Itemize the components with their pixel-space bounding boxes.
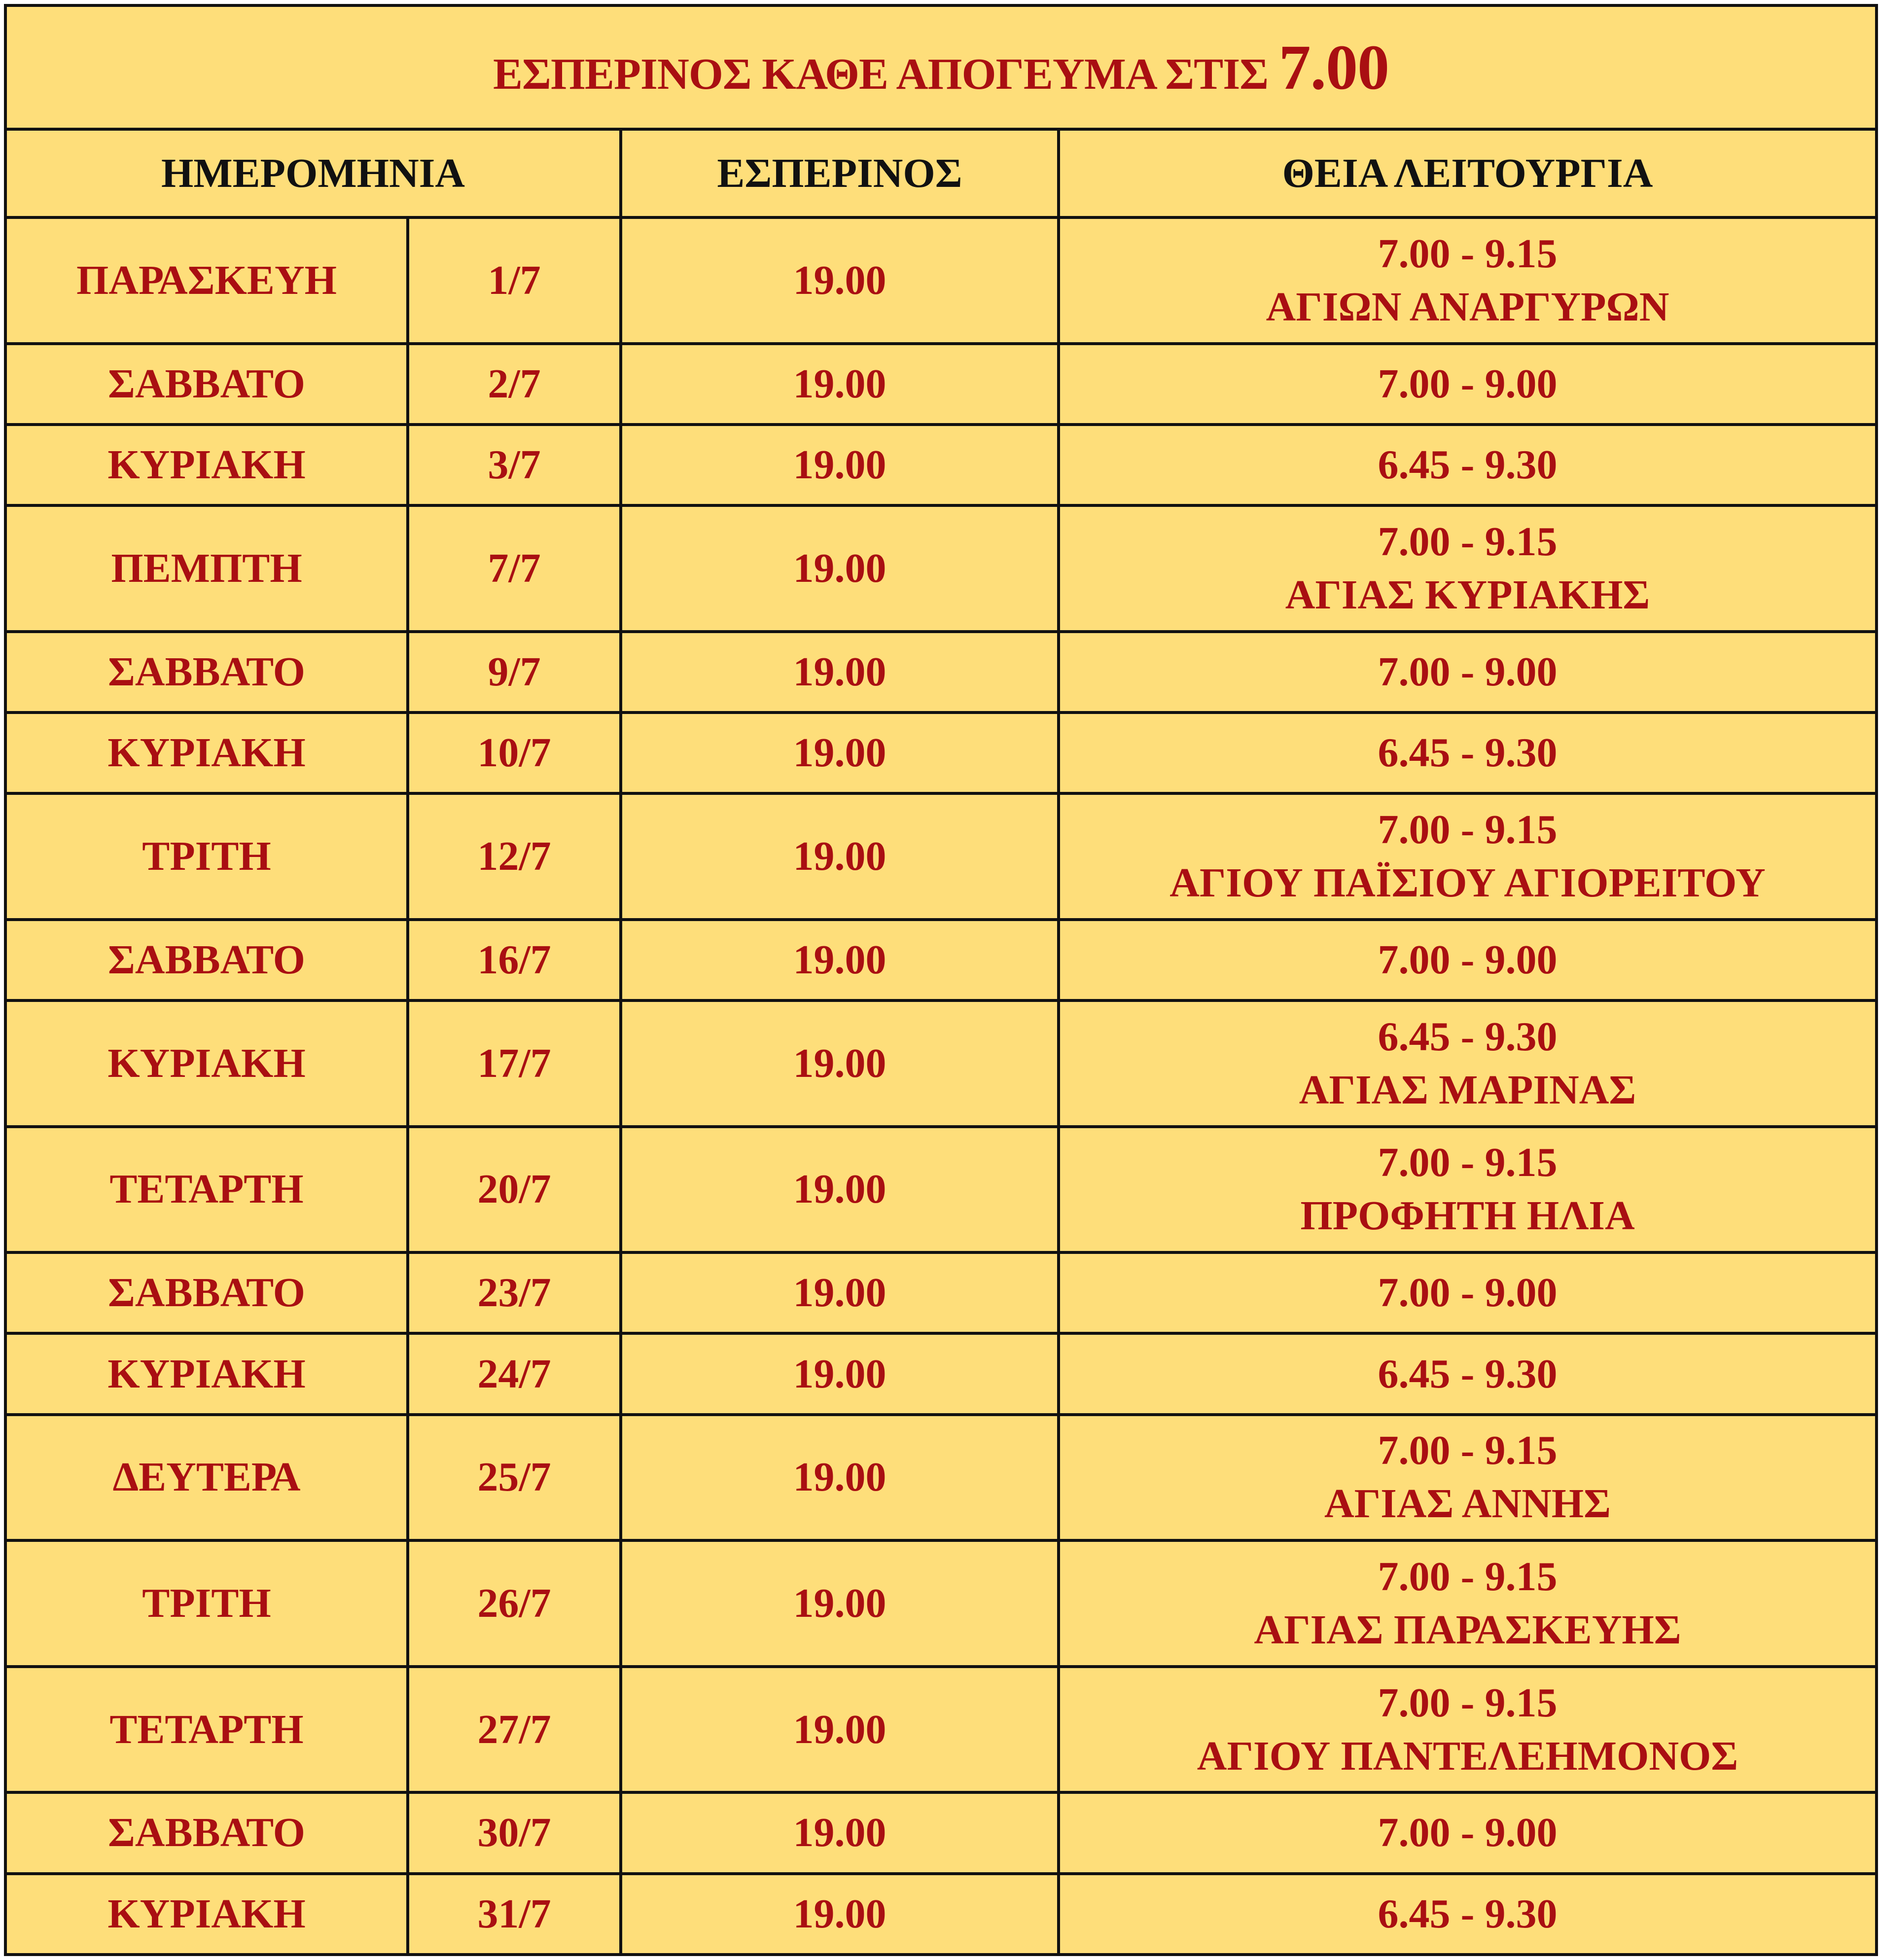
header-vespers: ΕΣΠΕΡΙΝΟΣ [621,129,1059,217]
row-feast-name: ΑΓΙΑΣ ΠΑΡΑΣΚΕΥΗΣ [1254,1606,1681,1653]
row-liturgy [1059,632,1877,713]
row-liturgy-time: 7.00 - 9.00 [1378,936,1558,983]
row-vespers-time: 19.00 [621,1415,1059,1541]
row-date: 10/7 [408,713,621,793]
row-vespers-time: 19.00 [621,505,1059,632]
title-time: 7.00 [1278,32,1389,103]
row-liturgy [1059,1252,1877,1333]
table-row [5,1667,1877,1793]
row-liturgy-time: 7.00 - 9.15 [1378,1553,1558,1600]
row-vespers-time: 19.00 [621,1874,1059,1955]
row-liturgy [1059,1874,1877,1955]
row-feast-name: ΑΓΙΩΝ ΑΝΑΡΓΥΡΩΝ [1266,284,1669,330]
table-row [5,1792,1877,1873]
row-liturgy [1059,793,1877,920]
row-day: ΤΡΙΤΗ [5,793,408,920]
table-row [5,632,1877,713]
table-row [5,1415,1877,1541]
row-vespers-time: 19.00 [621,1000,1059,1127]
row-date: 12/7 [408,793,621,920]
row-date: 31/7 [408,1874,621,1955]
row-date: 20/7 [408,1127,621,1253]
row-liturgy [1059,713,1877,793]
row-vespers-time: 19.00 [621,344,1059,425]
row-liturgy-time: 7.00 - 9.00 [1378,1810,1558,1856]
row-liturgy [1059,920,1877,1000]
row-liturgy [1059,344,1877,425]
row-day: ΚΥΡΙΑΚΗ [5,713,408,793]
table-row [5,1000,1877,1127]
row-vespers-time: 19.00 [621,1127,1059,1253]
row-liturgy [1059,1127,1877,1253]
row-date: 9/7 [408,632,621,713]
row-day: ΚΥΡΙΑΚΗ [5,1333,408,1414]
table-row [5,217,1877,344]
row-date: 26/7 [408,1540,621,1667]
row-date: 30/7 [408,1792,621,1873]
row-liturgy-time: 7.00 - 9.15 [1378,1140,1558,1186]
table-row [5,425,1877,505]
row-date: 3/7 [408,425,621,505]
header-row [5,129,1877,217]
row-feast-name: ΑΓΙΑΣ ΑΝΝΗΣ [1324,1481,1611,1527]
row-vespers-time: 19.00 [621,1333,1059,1414]
schedule-table [4,4,1878,1956]
table-row [5,1252,1877,1333]
table-row [5,1874,1877,1955]
row-date: 1/7 [408,217,621,344]
row-date: 16/7 [408,920,621,1000]
row-feast-name: ΑΓΙΟΥ ΠΑΪΣΙΟΥ ΑΓΙΟΡΕΙΤΟΥ [1170,859,1766,906]
row-day: ΚΥΡΙΑΚΗ [5,1874,408,1955]
header-liturgy: ΘΕΙΑ ΛΕΙΤΟΥΡΓΙΑ [1059,129,1877,217]
row-day: ΠΕΜΠΤΗ [5,505,408,632]
row-liturgy [1059,1540,1877,1667]
table-row [5,793,1877,920]
row-liturgy-time: 7.00 - 9.15 [1378,518,1558,565]
row-vespers-time: 19.00 [621,1667,1059,1793]
row-vespers-time: 19.00 [621,793,1059,920]
row-day: ΣΑΒΒΑΤΟ [5,1792,408,1873]
title-row [5,5,1877,129]
table-title [5,5,1877,129]
row-day: ΣΑΒΒΑΤΟ [5,632,408,713]
row-liturgy-time: 7.00 - 9.00 [1378,1270,1558,1316]
row-day: ΠΑΡΑΣΚΕΥΗ [5,217,408,344]
header-date: ΗΜΕΡΟΜΗΝΙΑ [5,129,621,217]
row-feast-name: ΑΓΙΑΣ ΜΑΡΙΝΑΣ [1299,1067,1636,1113]
row-liturgy-time: 6.45 - 9.30 [1378,1890,1558,1937]
row-vespers-time: 19.00 [621,1540,1059,1667]
row-liturgy-time: 7.00 - 9.00 [1378,648,1558,695]
row-date: 7/7 [408,505,621,632]
row-date: 2/7 [408,344,621,425]
row-liturgy [1059,1415,1877,1541]
row-day: ΤΕΤΑΡΤΗ [5,1667,408,1793]
row-date: 17/7 [408,1000,621,1127]
row-liturgy [1059,1792,1877,1873]
table-row [5,344,1877,425]
row-day: ΚΥΡΙΑΚΗ [5,425,408,505]
row-liturgy [1059,425,1877,505]
row-day: ΔΕΥΤΕΡΑ [5,1415,408,1541]
row-day: ΣΑΒΒΑΤΟ [5,1252,408,1333]
row-date: 25/7 [408,1415,621,1541]
row-date: 23/7 [408,1252,621,1333]
row-liturgy-time: 7.00 - 9.00 [1378,360,1558,407]
row-vespers-time: 19.00 [621,425,1059,505]
row-liturgy-time: 7.00 - 9.15 [1378,1679,1558,1726]
title-text: ΕΣΠΕΡΙΝΟΣ ΚΑΘΕ ΑΠΟΓΕΥΜΑ ΣΤΙΣ [493,49,1269,99]
row-feast-name: ΑΓΙΑΣ ΚΥΡΙΑΚΗΣ [1285,571,1650,618]
row-liturgy-time: 6.45 - 9.30 [1378,730,1558,776]
row-date: 27/7 [408,1667,621,1793]
row-vespers-time: 19.00 [621,632,1059,713]
row-liturgy-time: 7.00 - 9.15 [1378,806,1558,853]
row-vespers-time: 19.00 [621,217,1059,344]
row-liturgy [1059,1000,1877,1127]
row-feast-name: ΑΓΙΟΥ ΠΑΝΤΕΛΕΗΜΟΝΟΣ [1197,1733,1738,1779]
row-liturgy [1059,217,1877,344]
row-liturgy-time: 7.00 - 9.15 [1378,230,1558,277]
table-row [5,713,1877,793]
row-liturgy [1059,1333,1877,1414]
row-liturgy [1059,1667,1877,1793]
row-vespers-time: 19.00 [621,920,1059,1000]
row-vespers-time: 19.00 [621,713,1059,793]
row-day: ΤΡΙΤΗ [5,1540,408,1667]
row-day: ΣΑΒΒΑΤΟ [5,344,408,425]
row-liturgy [1059,505,1877,632]
row-day: ΤΕΤΑΡΤΗ [5,1127,408,1253]
row-date: 24/7 [408,1333,621,1414]
row-feast-name: ΠΡΟΦΗΤΗ ΗΛΙΑ [1300,1193,1635,1239]
row-vespers-time: 19.00 [621,1252,1059,1333]
row-liturgy-time: 7.00 - 9.15 [1378,1427,1558,1474]
table-row [5,505,1877,632]
row-vespers-time: 19.00 [621,1792,1059,1873]
table-row [5,1127,1877,1253]
table-row [5,1333,1877,1414]
row-liturgy-time: 6.45 - 9.30 [1378,1013,1558,1060]
table-row [5,920,1877,1000]
row-day: ΚΥΡΙΑΚΗ [5,1000,408,1127]
row-liturgy-time: 6.45 - 9.30 [1378,441,1558,488]
row-liturgy-time: 6.45 - 9.30 [1378,1351,1558,1397]
table-row [5,1540,1877,1667]
row-day: ΣΑΒΒΑΤΟ [5,920,408,1000]
